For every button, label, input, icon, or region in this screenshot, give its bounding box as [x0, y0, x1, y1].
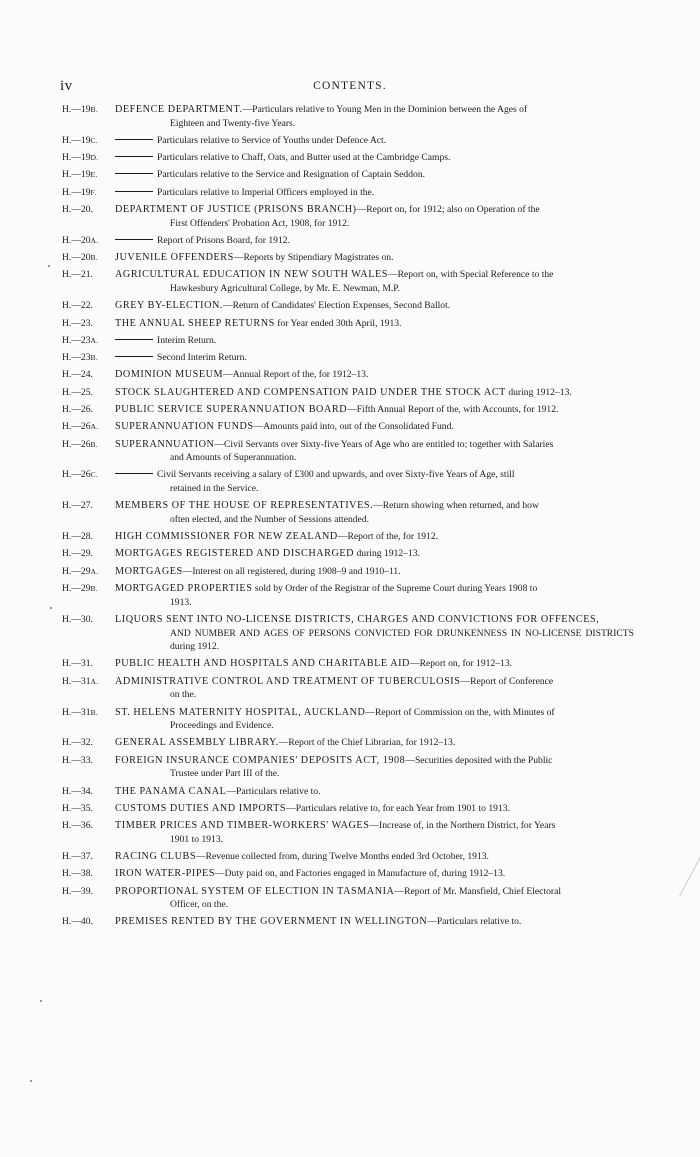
entry-code [62, 613, 115, 627]
entry-body [115, 368, 634, 382]
entry-code-number: H.—23. [62, 317, 93, 329]
contents-entry [62, 317, 634, 331]
entry-description: —Report of Mr. Mansfield, Chief Electoral [394, 885, 561, 897]
entry-body [115, 134, 634, 148]
entry-code-number: H.—39. [62, 885, 93, 897]
contents-entry [62, 351, 634, 365]
entry-body [115, 468, 634, 495]
running-title: CONTENTS. [313, 80, 387, 92]
entry-title: PUBLIC HEALTH AND HOSPITALS AND CHARITABLE AID [115, 658, 410, 670]
entry-continuation: and Amounts of Superannuation. [170, 452, 297, 464]
entry-body [115, 736, 634, 750]
contents-entry [62, 885, 634, 912]
entry-description: during 1912–13. [354, 548, 420, 560]
contents-entry [62, 299, 634, 313]
entry-code-number: H.—20 [62, 252, 91, 264]
contents-entry [62, 565, 634, 579]
entry-title: MORTGAGED PROPERTIES [115, 583, 253, 595]
entry-code-number: H.—21. [62, 269, 93, 281]
entry-title: ST. HELENS MATERNITY HOSPITAL, AUCKLAND [115, 706, 366, 718]
ditto-dash [115, 356, 153, 357]
entry-description: sold by Order of the Registrar of the Supreme Court during Years 1908 to [252, 583, 538, 595]
entry-code-number: H.—34. [62, 785, 93, 797]
entry-title: IRON WATER-PIPES [115, 868, 216, 880]
entry-code [62, 334, 115, 348]
entry-description: Particulars relative to Imperial Officers employed in the. [157, 186, 375, 198]
contents-entry [62, 613, 634, 654]
entry-body [115, 802, 634, 816]
entry-code-number: H.—40. [62, 916, 93, 928]
entry-code-suffix: B. [90, 105, 99, 114]
entry-code [62, 420, 115, 434]
entry-description: —Report of Commission on the, with Minutes of [365, 706, 555, 718]
entry-code-suffix: A. [90, 335, 99, 345]
contents-entry [62, 403, 634, 417]
entry-body [115, 613, 634, 654]
entry-description: —Amounts paid into, out of the Consolidated Fund. [253, 421, 454, 433]
entry-code [62, 151, 115, 165]
entry-code [62, 403, 115, 417]
entry-title: PREMISES RENTED BY THE GOVERNMENT IN WELLINGTON [115, 916, 428, 928]
entry-body [115, 675, 634, 702]
entry-code-suffix: A. [90, 422, 99, 432]
entry-code-number: H.—26 [62, 469, 91, 481]
entry-description: —Return of Candidates' Election Expenses, Second Ballot. [223, 300, 451, 312]
contents-entry [62, 706, 634, 733]
entry-code-number: H.—26. [62, 404, 93, 415]
entry-continuation: Eighteen and Twenty-five Years. [170, 117, 296, 129]
entry-title: MORTGAGES [115, 565, 183, 577]
entry-code-number: H.—20. [62, 204, 93, 215]
entry-body [115, 530, 634, 544]
entry-body [115, 334, 634, 348]
entry-code-number: H.—35. [62, 802, 93, 814]
entry-title: JUVENILE OFFENDERS [115, 252, 234, 264]
contents-entry [62, 675, 634, 702]
entry-code [62, 582, 115, 596]
entry-body [115, 754, 634, 781]
entry-title: THE ANNUAL SHEEP RETURNS [115, 317, 275, 329]
entry-body [115, 186, 634, 200]
contents-entry [62, 867, 634, 881]
entry-code-suffix: A. [90, 566, 99, 576]
contents-entry [62, 368, 634, 382]
entry-code-suffix: B. [90, 439, 99, 449]
entry-code [62, 317, 115, 331]
entry-body [115, 299, 634, 313]
entry-code-number: H.—31 [62, 675, 91, 687]
entry-body [115, 565, 634, 579]
entry-title: DOMINION MUSEUM [115, 369, 224, 381]
entry-code [62, 299, 115, 313]
entry-code [62, 785, 115, 799]
contents-entry [62, 420, 634, 434]
entry-code [62, 203, 115, 217]
entry-title: RACING CLUBS [115, 851, 197, 862]
ditto-dash [115, 239, 153, 240]
entry-continuation: First Offenders' Probation Act, 1908, for 1912. [170, 217, 350, 229]
entry-title: STOCK SLAUGHTERED AND COMPENSATION PAID UNDER THE STOCK ACT [115, 386, 506, 398]
entry-code [62, 736, 115, 750]
entry-body [115, 547, 634, 561]
contents-entry [62, 736, 634, 750]
entry-title: AGRICULTURAL EDUCATION IN NEW SOUTH WALES [115, 269, 388, 281]
contents-entry [62, 386, 634, 400]
entry-continuation: on the. [170, 689, 197, 701]
page-number: iv [60, 78, 73, 94]
entry-body [115, 351, 634, 365]
entry-code [62, 386, 115, 400]
contents-entry [62, 334, 634, 348]
entry-code [62, 251, 115, 265]
entry-title: PUBLIC SERVICE SUPERANNUATION BOARD [115, 404, 348, 415]
entry-code-suffix: E. [90, 170, 98, 180]
entry-description: Second Interim Return. [157, 352, 247, 364]
entry-code-number: H.—30. [62, 613, 93, 625]
contents-entry [62, 468, 634, 495]
entry-code-number: H.—20 [62, 234, 91, 246]
entry-body [115, 706, 634, 733]
entry-description: —Reports by Stipendiary Magistrates on. [233, 252, 394, 264]
entry-description: —Duty paid on, and Factories engaged in Manufacture of, during 1912–13. [215, 868, 506, 880]
entry-body [115, 403, 634, 417]
entry-body [115, 103, 634, 130]
entry-code [62, 547, 115, 561]
entry-title: MEMBERS OF THE HOUSE OF REPRESENTATIVES. [115, 500, 374, 512]
entry-code [62, 468, 115, 482]
entry-code-suffix: C. [90, 470, 99, 480]
entry-description: —Securities deposited with the Public [405, 754, 553, 766]
scan-speck [48, 265, 50, 267]
entry-description: —Report of the Chief Librarian, for 1912–13. [278, 737, 456, 749]
entry-code [62, 368, 115, 382]
scan-speck [50, 607, 52, 609]
entry-code-number: H.—38. [62, 868, 93, 880]
contents-entry [62, 234, 634, 248]
entry-code-number: H.—26 [62, 438, 91, 450]
entry-code-suffix: A. [90, 235, 99, 245]
entry-description: Report of Prisons Board, for 1912. [157, 234, 290, 246]
scan-speck [40, 1000, 42, 1002]
entry-title: SUPERANNUATION [115, 438, 215, 450]
entry-description: for Year ended 30th April, 1913. [274, 317, 402, 329]
entry-description: —Fifth Annual Report of the, with Accounts, for 1912. [347, 404, 559, 415]
entry-code-suffix: B. [90, 707, 99, 717]
entry-code-suffix: B. [90, 353, 99, 363]
entry-body [115, 251, 634, 265]
entry-title: MORTGAGES REGISTERED AND DISCHARGED [115, 548, 355, 560]
entry-description: —Report on, with Special Reference to the [387, 269, 554, 281]
contents-entry [62, 754, 634, 781]
entry-code [62, 268, 115, 282]
entry-description: —Report of Conference [460, 675, 554, 687]
contents-entry [62, 103, 634, 130]
entry-continuation: 1901 to 1913. [170, 833, 224, 845]
entry-description: —Revenue collected from, during Twelve Months ended 3rd October, 1913. [196, 851, 489, 862]
entry-description: —Return showing when returned, and how [373, 500, 539, 512]
ditto-dash [115, 139, 153, 140]
entry-description: during 1912–13. [505, 386, 572, 398]
ditto-dash [115, 473, 153, 474]
contents-entry [62, 438, 634, 465]
entry-code-number: H.—19 [62, 186, 91, 198]
entry-description: —Report on, for 1912–13. [409, 658, 513, 670]
entry-code [62, 438, 115, 452]
contents-entry [62, 582, 634, 609]
entry-code-suffix: B. [90, 253, 99, 263]
entry-description: Particulars relative to Service of Youths under Defence Act. [157, 134, 387, 146]
entry-title: HIGH COMMISSIONER FOR NEW ZEALAND [115, 531, 338, 543]
entry-code [62, 802, 115, 816]
entry-title: ADMINISTRATIVE CONTROL AND TREATMENT OF TUBERCULOSIS [115, 675, 461, 687]
entry-body [115, 151, 634, 165]
entry-title: FOREIGN INSURANCE COMPANIES' DEPOSITS ACT, 1908 [115, 754, 406, 766]
entry-title: SUPERANNUATION FUNDS [115, 421, 254, 433]
entry-code [62, 754, 115, 768]
entry-continuation: Officer, on the. [170, 899, 229, 911]
contents-entry [62, 203, 634, 230]
entry-code [62, 706, 115, 720]
entry-code-number: H.—19 [62, 104, 91, 115]
entry-code-number: H.—36. [62, 820, 93, 832]
entry-code [62, 351, 115, 365]
entry-code [62, 186, 115, 200]
entry-code-suffix: D. [90, 153, 99, 163]
contents-entry [62, 134, 634, 148]
entry-code-suffix: B. [90, 584, 99, 594]
entry-continuation: 1913. [170, 596, 192, 608]
entry-continuation: AND NUMBER AND AGES OF PERSONS CONVICTED FOR DRUNKENNESS IN NO-LICENSE DISTRICTS during 1912. [170, 627, 634, 653]
contents-entry [62, 915, 634, 929]
entry-code-number: H.—37. [62, 851, 93, 862]
entry-code [62, 915, 115, 929]
entry-body [115, 386, 634, 400]
entry-title: DEFENCE DEPARTMENT. [115, 104, 243, 115]
entry-body [115, 234, 634, 248]
entry-description: —Increase of, in the Northern District, for Years [369, 820, 556, 832]
entry-code [62, 675, 115, 689]
entry-code-number: H.—26 [62, 421, 91, 433]
entry-code [62, 530, 115, 544]
entry-code-number: H.—23 [62, 352, 91, 364]
entry-title: DEPARTMENT OF JUSTICE (PRISONS BRANCH) [115, 204, 357, 215]
entry-body [115, 203, 634, 230]
entry-description: —Particulars relative to. [427, 916, 522, 928]
entry-description: Particulars relative to Chaff, Oats, and Butter used at the Cambridge Camps. [157, 152, 451, 164]
entry-code-number: H.—32. [62, 737, 93, 749]
entry-body [115, 317, 634, 331]
contents-entry [62, 819, 634, 846]
entry-continuation: retained in the Service. [170, 483, 259, 495]
entry-description: —Particulars relative to, for each Year from 1901 to 1913. [286, 802, 510, 814]
entry-description: —Report of the, for 1912. [337, 531, 439, 543]
entry-description: —Interest on all registered, during 1908–9 and 1910–11. [182, 565, 401, 577]
entry-code [62, 885, 115, 899]
entry-code-number: H.—31. [62, 658, 93, 670]
contents-entry [62, 530, 634, 544]
entry-title: CUSTOMS DUTIES AND IMPORTS [115, 802, 287, 814]
entry-body [115, 915, 634, 929]
entry-code [62, 867, 115, 881]
entry-code [62, 168, 115, 182]
contents-entry [62, 802, 634, 816]
entry-body [115, 268, 634, 295]
entry-title: GREY BY-ELECTION. [115, 300, 224, 312]
entry-code-number: H.—19 [62, 152, 91, 164]
entry-body [115, 885, 634, 912]
entry-body [115, 657, 634, 671]
entry-description: Particulars relative to the Service and Resignation of Captain Seddon. [157, 169, 426, 181]
entry-description: —Annual Report of the, for 1912–13. [223, 369, 369, 381]
entry-code-suffix: F. [90, 187, 97, 197]
entry-continuation: often elected, and the Number of Sessions attended. [170, 513, 370, 525]
entry-body [115, 867, 634, 881]
entry-title: LIQUORS SENT INTO NO-LICENSE DISTRICTS, CHARGES AND CONVICTIONS FOR OFFENCES, [115, 613, 600, 625]
entry-body [115, 785, 634, 799]
ditto-dash [115, 339, 153, 340]
entry-code-suffix: A. [90, 676, 99, 686]
entry-code-number: H.—19 [62, 169, 91, 181]
entry-code [62, 499, 115, 513]
entry-code-number: H.—29. [62, 548, 93, 560]
entry-code-number: H.—25. [62, 386, 93, 398]
contents-list [62, 103, 634, 933]
contents-entry [62, 151, 634, 165]
entry-code [62, 103, 115, 117]
contents-entry [62, 251, 634, 265]
ditto-dash [115, 173, 153, 174]
scan-speck [30, 1080, 32, 1082]
entry-description: —Civil Servants over Sixty-five Years of Age who are entitled to; together with Salaries [214, 438, 554, 450]
entry-code [62, 850, 115, 864]
entry-code-number: H.—22. [62, 300, 93, 312]
entry-description: Civil Servants receiving a salary of £300 and upwards, and over Sixty-five Years of Age, still [157, 469, 515, 481]
entry-continuation: Trustee under Part III of the. [170, 768, 280, 780]
entry-code-number: H.—28. [62, 531, 93, 543]
contents-entry [62, 547, 634, 561]
scan-edge-mark [679, 843, 700, 896]
entry-code [62, 134, 115, 148]
entry-description: —Report on, for 1912; also on Operation of the [356, 204, 540, 215]
contents-entry [62, 850, 634, 864]
entry-body [115, 438, 634, 465]
entry-code-number: H.—29 [62, 583, 91, 595]
entry-code-number: H.—29 [62, 565, 91, 577]
entry-title: PROPORTIONAL SYSTEM OF ELECTION IN TASMANIA [115, 885, 395, 897]
contents-entry [62, 785, 634, 799]
entry-code [62, 819, 115, 833]
entry-code-number: H.—27. [62, 500, 93, 512]
entry-continuation: Proceedings and Evidence. [170, 720, 274, 732]
entry-description: —Particulars relative to Young Men in the Dominion between the Ages of [242, 104, 528, 115]
entry-body [115, 168, 634, 182]
ditto-dash [115, 156, 153, 157]
entry-body [115, 499, 634, 526]
entry-body [115, 819, 634, 846]
entry-description: —Particulars relative to. [226, 785, 321, 797]
ditto-dash [115, 191, 153, 192]
entry-body [115, 850, 634, 864]
entry-code [62, 565, 115, 579]
entry-title: TIMBER PRICES AND TIMBER-WORKERS' WAGES [115, 820, 370, 832]
entry-continuation: Hawkesbury Agricultural College, by Mr. E. Newman, M.P. [170, 283, 400, 295]
entry-code-number: H.—33. [62, 754, 93, 766]
contents-entry [62, 268, 634, 295]
entry-code [62, 234, 115, 248]
entry-code-number: H.—23 [62, 334, 91, 346]
entry-code-number: H.—24. [62, 369, 93, 381]
entry-code-number: H.—19 [62, 134, 91, 146]
contents-entry [62, 186, 634, 200]
entry-code [62, 657, 115, 671]
entry-body [115, 582, 634, 609]
entry-title: THE PANAMA CANAL [115, 785, 227, 797]
entry-code-number: H.—31 [62, 706, 91, 718]
entry-description: Interim Return. [157, 334, 217, 346]
entry-body [115, 420, 634, 434]
entry-code-suffix: C. [90, 135, 99, 145]
contents-entry [62, 168, 634, 182]
contents-entry [62, 499, 634, 526]
contents-entry [62, 657, 634, 671]
entry-title: GENERAL ASSEMBLY LIBRARY. [115, 737, 279, 749]
